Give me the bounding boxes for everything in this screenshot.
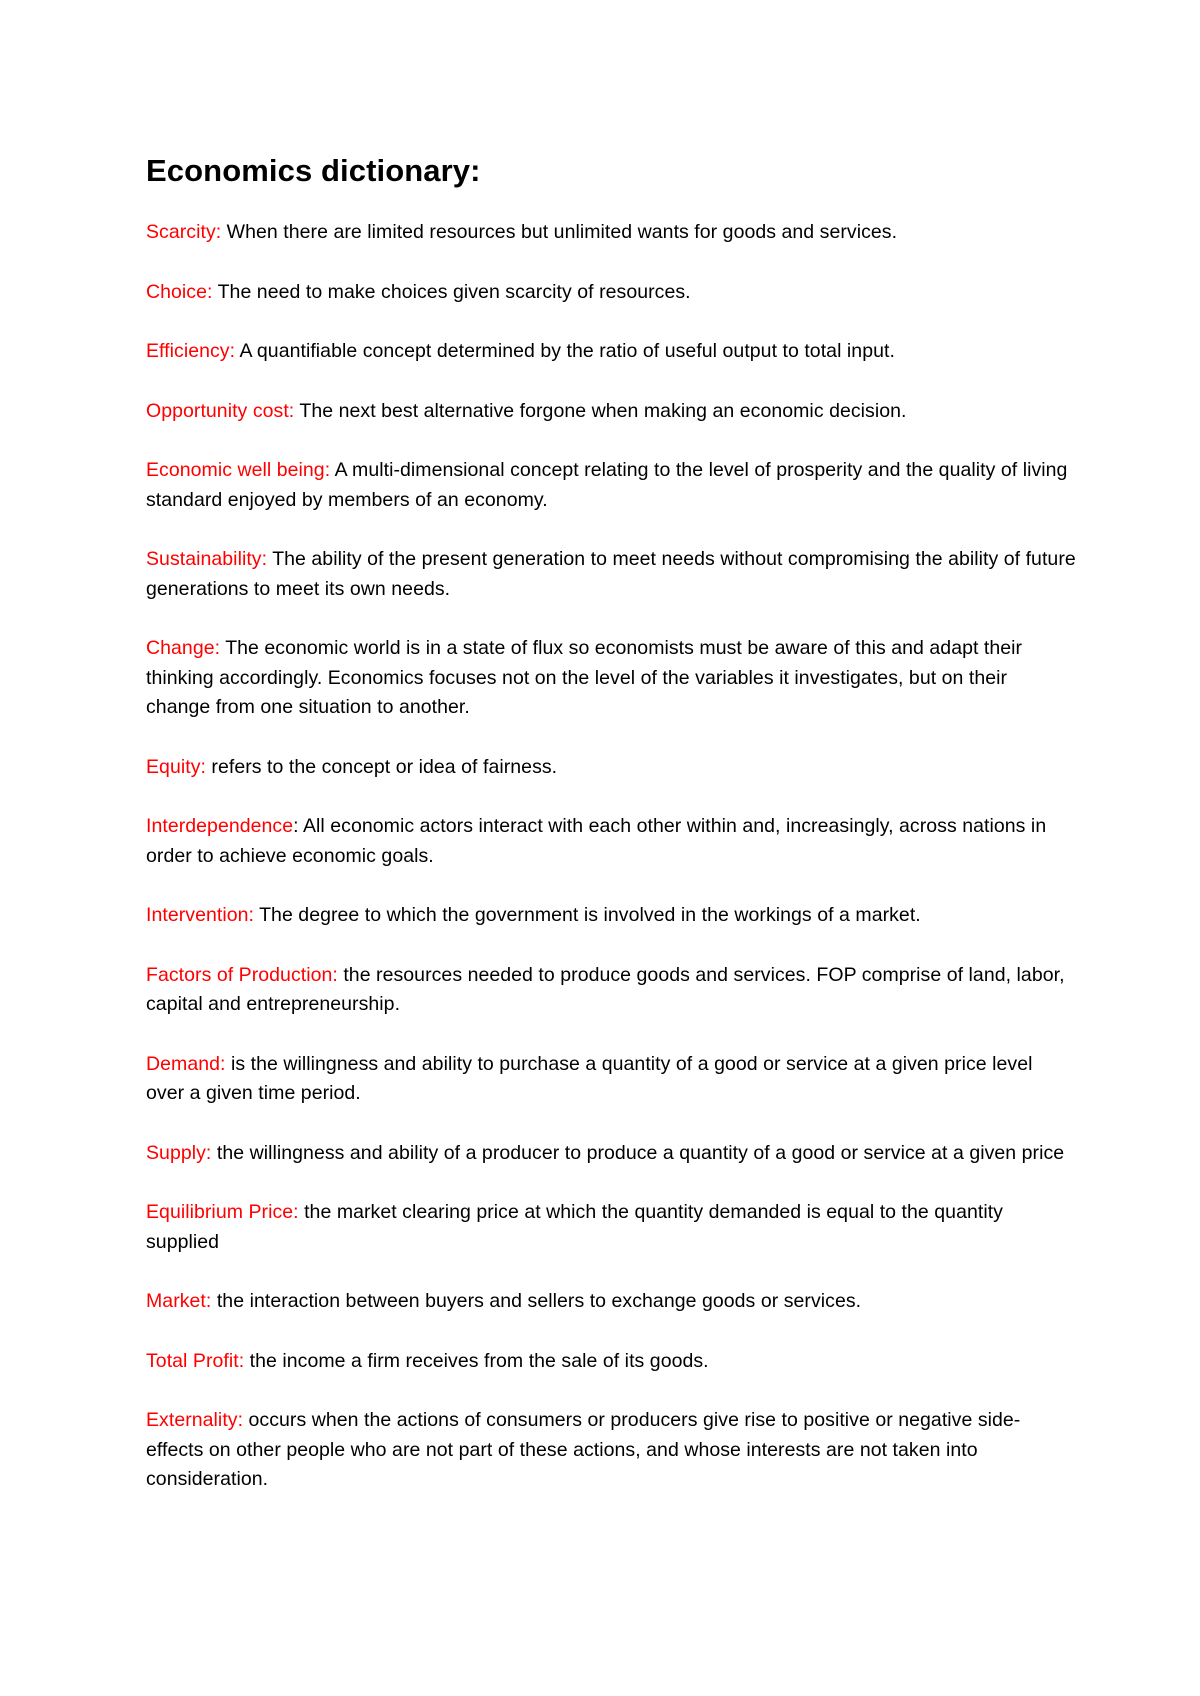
term-label: Efficiency: (146, 340, 236, 362)
definition-text: the interaction between buyers and sellers to exchange goods or services. (211, 1290, 862, 1312)
entry-externality (146, 1406, 1076, 1495)
entry-scarcity (146, 218, 1076, 248)
term-label: Intervention: (146, 904, 254, 926)
term-label: Factors of Production: (146, 963, 338, 986)
definition-text: the resources needed to produce goods and services. FOP comprise of land, labor, capital and entrepreneurship. (146, 963, 1065, 1015)
term-label: Equity: (146, 755, 206, 778)
entry-demand (146, 1050, 1076, 1109)
entry-sustainability (146, 545, 1076, 604)
definition-text: occurs when the actions of consumers or producers give rise to positive or negative side-effects on other people who are not part of these actions, and whose interests are not taken into consideration. (146, 1409, 1021, 1490)
entry-intervention (146, 901, 1076, 931)
definition-text: A multi-dimensional concept relating to the level of prosperity and the quality of living standard enjoyed by members of an economy. (146, 459, 1068, 511)
entry-equity (146, 753, 1076, 783)
entry-market (146, 1287, 1076, 1317)
term-label: Market: (146, 1290, 212, 1312)
term-label: Sustainability: (146, 548, 268, 570)
term-label: Opportunity cost: (146, 399, 295, 422)
definition-text: the income a firm receives from the sale of its goods. (244, 1349, 709, 1372)
entry-efficiency (146, 337, 1076, 367)
definition-text: : All economic actors interact with each other within and, increasingly, across nations in order to achieve economic goals. (146, 815, 1047, 867)
definition-text: When there are limited resources but unlimited wants for goods and services. (221, 221, 898, 243)
entry-choice (146, 278, 1076, 308)
term-label: Choice: (146, 280, 213, 303)
definition-text: refers to the concept or idea of fairness. (205, 755, 558, 778)
document-content (146, 148, 1076, 1525)
definition-text: The economic world is in a state of flux so economists must be aware of this and adapt their thinking accordingly. Economics focuses not on the level of the variables it investigates, but on their change from one situation to another. (146, 637, 1023, 718)
term-label: Demand: (146, 1052, 226, 1075)
term-label: Economic well being: (146, 459, 331, 481)
entry-change (146, 634, 1076, 723)
entry-total-profit (146, 1347, 1076, 1377)
term-label: Total Profit: (146, 1349, 245, 1372)
entry-factors-of-production (146, 961, 1076, 1020)
entry-opportunity-cost (146, 397, 1076, 427)
term-label: Externality: (146, 1409, 244, 1431)
entry-interdependence (146, 812, 1076, 871)
term-label: Equilibrium Price: (146, 1201, 299, 1223)
definition-text: the market clearing price at which the quantity demanded is equal to the quantity supplied (146, 1201, 1003, 1253)
definition-text: The next best alternative forgone when making an economic decision. (294, 399, 907, 422)
definition-text: A quantifiable concept determined by the ratio of useful output to total input. (235, 340, 895, 362)
term-label: Scarcity: (146, 221, 222, 243)
term-label: Change: (146, 637, 221, 659)
definition-text: The ability of the present generation to meet needs without compromising the ability of future generations to meet its own needs. (146, 548, 1076, 600)
entry-economic-well-being (146, 456, 1076, 515)
document-title: Economics dictionary: (146, 153, 481, 188)
term-label: Interdependence (146, 815, 294, 837)
definition-text: The need to make choices given scarcity of resources. (212, 280, 691, 303)
entry-supply (146, 1139, 1076, 1169)
definition-text: is the willingness and ability to purchase a quantity of a good or service at a given price level over a given time period. (146, 1052, 1033, 1104)
definition-text: the willingness and ability of a producer to produce a quantity of a good or service at a given price (211, 1141, 1065, 1164)
definition-text: The degree to which the government is involved in the workings of a market. (253, 904, 921, 926)
entry-equilibrium-price (146, 1198, 1076, 1257)
term-label: Supply: (146, 1141, 212, 1164)
